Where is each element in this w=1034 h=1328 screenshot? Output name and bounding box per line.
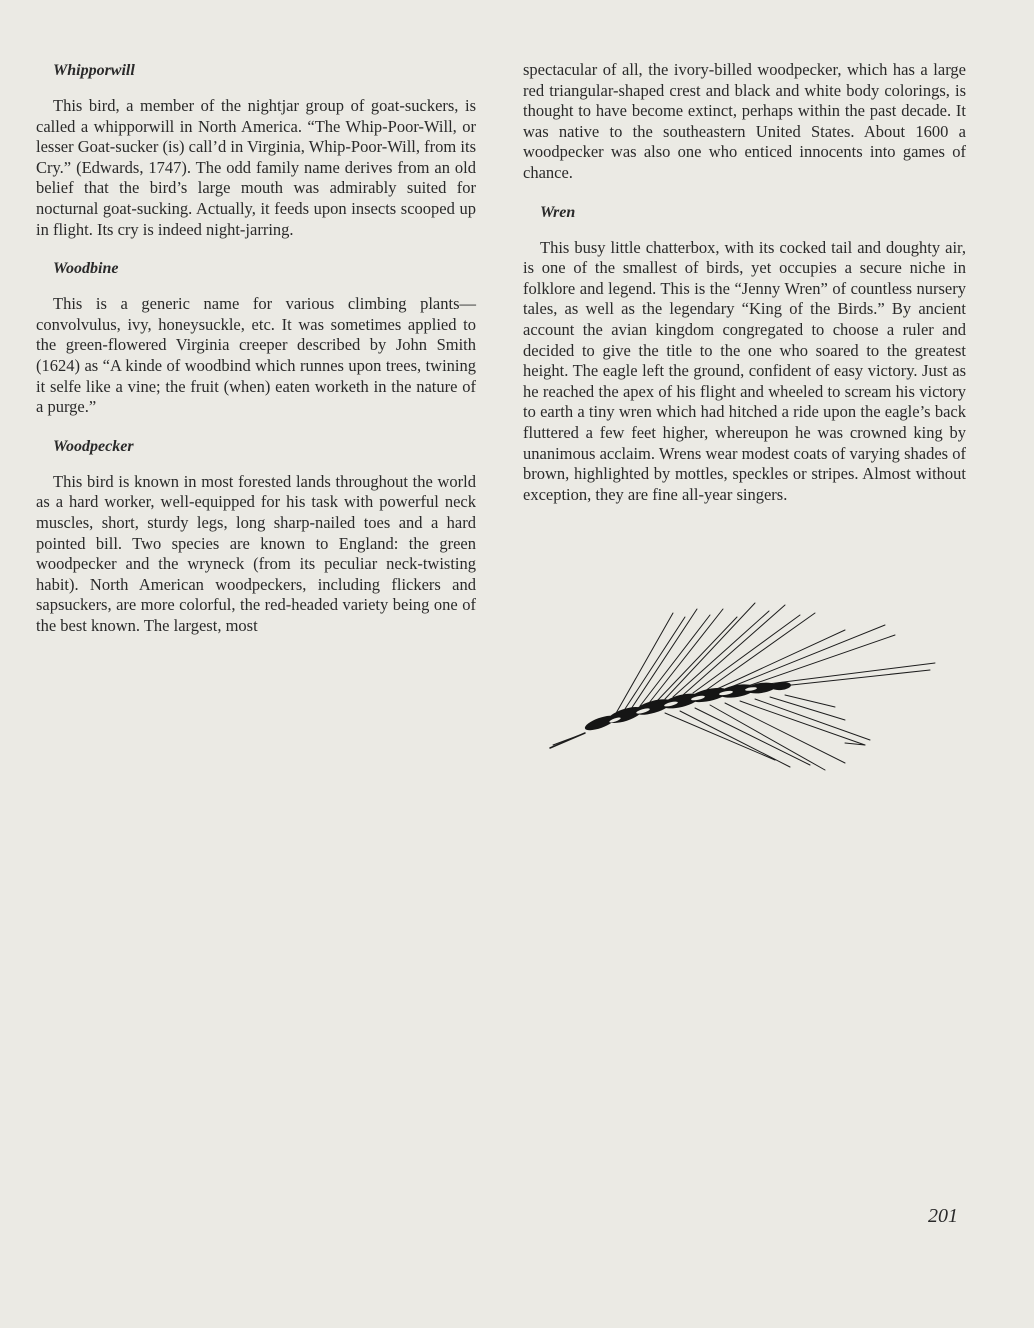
right-column: [523, 60, 966, 523]
left-column: [36, 60, 476, 654]
wheat-ear-icon: [545, 595, 945, 780]
paragraph-woodbine: This is a generic name for various climbing plants—convolvulus, ivy, honeysuckle, etc. It was sometimes applied to the green-flowered Virginia creeper described by John Smith (1624) as “A kinde of woodbind which runnes upon trees, twining it selfe like a vine; the fruit (when) eaten worketh in the nature of a purge.”: [36, 294, 476, 417]
heading-woodbine: Woodbine: [53, 260, 119, 278]
paragraph-woodpecker-continued: spectacular of all, the ivory-billed woodpecker, which has a large red triangular-shaped crest and black and white body colorings, is thought to have become extinct, perhaps within the past decade. It was native to the southeastern United States. About 1600 a woodpecker was also one who enticed innocents into games of chance.: [523, 60, 966, 182]
heading-woodpecker: Woodpecker: [53, 437, 134, 455]
paragraph-whipporwill: This bird, a member of the nightjar group of goat-suckers, is called a whipporwill in North America. “The Whip-Poor-Will, or lesser Goat-sucker (is) call’d in Virginia, Whip-Poor-Will, from its Cry.” (Edwards, 1747). The odd family name derives from an old belief that the bird’s large mouth was admirably suited for nocturnal goat-sucking. Actually, it feeds upon insects scooped up in flight. Its cry is indeed night-jarring.: [36, 96, 476, 239]
heading-wren: Wren: [540, 203, 576, 221]
paragraph-woodpecker: This bird is known in most forested lands throughout the world as a hard worker, well-equipped for his task with powerful neck muscles, short, sturdy legs, long sharp-nailed toes and a hard pointed bill. Two species are known to England: the green woodpecker and the wryneck (from its peculiar neck-twisting habit). North American woodpeckers, including flickers and sapsuckers, are more colorful, the red-headed variety being one of the best known. The largest, most: [36, 471, 476, 635]
page-number: 201: [928, 1205, 958, 1227]
heading-whipporwill: Whipporwill: [53, 62, 135, 79]
paragraph-wren: This busy little chatterbox, with its cocked tail and doughty air, is one of the smallest of birds, yet occupies a secure niche in folklore and legend. This is the “Jenny Wren” of countless nursery tales, as well as the legendary “King of the Birds.” By ancient account the avian kingdom congregated to choose a ruler and decided to give the title to the one who soared to the greatest height. The eagle left the ground, confident of easy victory. Just as he reached the apex of his flight and wheeled to scream his victory to earth a tiny wren which had hitched a ride upon the eagle’s back fluttered a few feet higher, whereupon he was crowned king by unanimous acclaim. Wrens wear modest coats of varying shades of brown, highlighted by mottles, speckles or stripes. Almost without exception, they are fine all-year singers.: [523, 237, 966, 504]
